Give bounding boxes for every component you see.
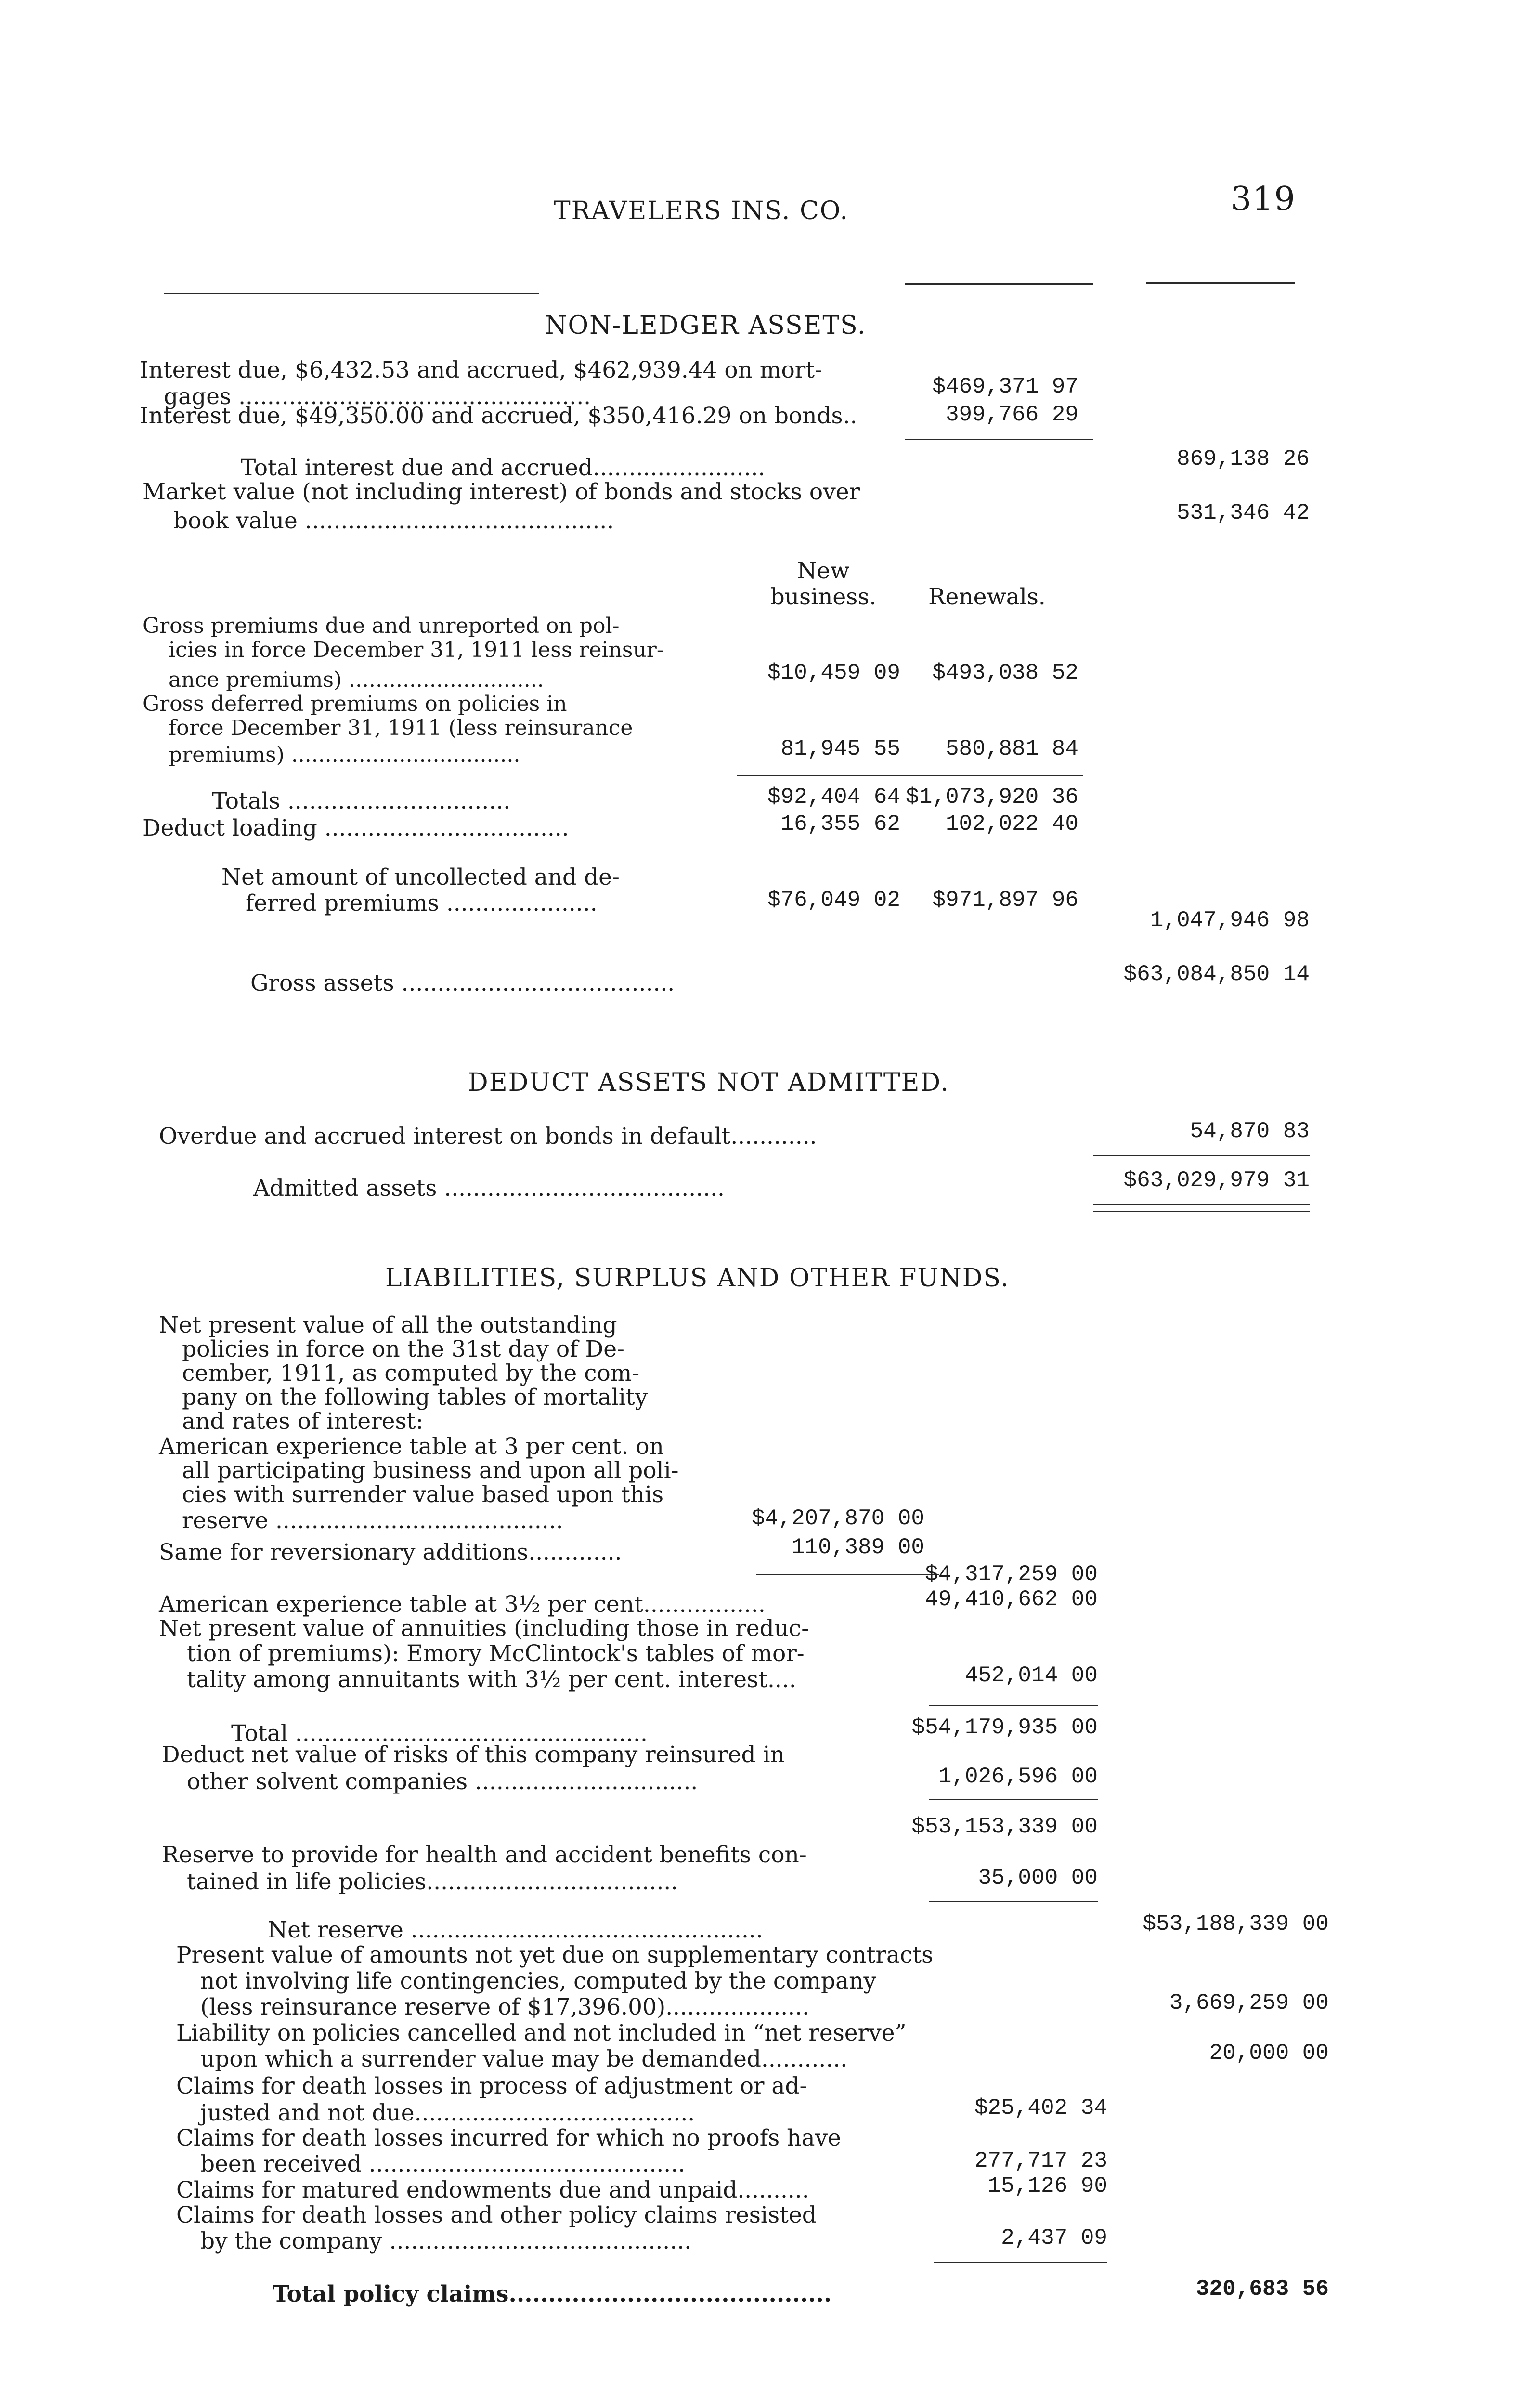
col-header-new-1: New [797, 558, 850, 584]
net-uncollected-renewals: $971,897 96 [932, 888, 1078, 913]
double-rule-bottom [1093, 1211, 1310, 1212]
gross-premiums-new: $10,459 09 [767, 660, 900, 685]
admitted-assets-value: $63,029,979 31 [1123, 1168, 1310, 1193]
gross-assets-line: Gross assets ...................................... [250, 970, 675, 996]
gross-premiums-line2: icies in force December 31, 1911 less reinsur- [169, 638, 664, 662]
rule-reversionary [756, 1574, 939, 1575]
total-interest-line: Total interest due and accrued........................ [241, 455, 766, 481]
total-line: Total ................................................. [231, 1720, 648, 1747]
rule-reserve-health [929, 1901, 1098, 1902]
total-value: $54,179,935 00 [911, 1715, 1098, 1740]
overdue-interest-value: 54,870 83 [1190, 1119, 1310, 1144]
liab-para-line1: Net present value of all the outstanding [159, 1312, 617, 1338]
net-reserve-line: Net reserve ................................................. [268, 1917, 763, 1943]
present-value-line2: not involving life contingencies, computed by the company [200, 1968, 876, 1994]
rule-overdue [1093, 1155, 1310, 1156]
gross-assets-value: $63,084,850 14 [1123, 962, 1310, 987]
am-exp-35-value: 49,410,662 00 [925, 1587, 1098, 1612]
overdue-interest-line: Overdue and accrued interest on bonds in default............ [159, 1123, 817, 1150]
total-policy-claims-line: Total policy claims......................................... [273, 2281, 832, 2307]
interest-mortgages-line1: Interest due, $6,432.53 and accrued, $462,939.44 on mort- [140, 357, 823, 383]
claims-no-proofs-line1: Claims for death losses incurred for which no proofs have [176, 2125, 841, 2151]
am-exp-35-line: American experience table at 3½ per cent................. [159, 1591, 766, 1618]
reserve-health-value: 35,000 00 [978, 1865, 1098, 1890]
deferred-premiums-new: 81,945 55 [780, 736, 900, 761]
net-uncollected-total: 1,047,946 98 [1150, 908, 1310, 933]
reversionary-value: 110,389 00 [791, 1535, 924, 1560]
net-reserve-value: $53,188,339 00 [1143, 1911, 1329, 1937]
not-admitted-heading: DEDUCT ASSETS NOT ADMITTED. [468, 1068, 949, 1097]
totals-new: $92,404 64 [767, 785, 900, 810]
deduct-loading-new: 16,355 62 [780, 811, 900, 837]
top-rule-right [1146, 282, 1295, 284]
gross-premiums-renewals: $493,038 52 [932, 660, 1078, 685]
liab-para-line6: American experience table at 3 per cent. on [159, 1433, 664, 1460]
claims-no-proofs-value: 277,717 23 [974, 2148, 1107, 2173]
present-value-line1: Present value of amounts not yet due on supplementary contracts [176, 1942, 934, 1968]
annuities-line1: Net present value of annuities (including those in reduc- [159, 1615, 809, 1642]
double-rule-top [1093, 1204, 1310, 1205]
rule-claims [934, 2262, 1107, 2263]
liab-para-line8: cies with surrender value based upon this [182, 1481, 664, 1508]
top-rule-left [164, 293, 539, 294]
totals-line: Totals ............................... [212, 788, 511, 814]
interest-mortgages-value: $469,371 97 [932, 374, 1078, 399]
total-interest-value: 869,138 26 [1176, 446, 1310, 471]
present-value-line3: (less reinsurance reserve of $17,396.00).................... [200, 1994, 810, 2020]
claims-resisted-line1: Claims for death losses and other policy claims resisted [176, 2202, 817, 2228]
net-uncollected-line2: ferred premiums ..................... [246, 890, 598, 916]
annuities-value: 452,014 00 [964, 1663, 1098, 1688]
rule-annuities [929, 1705, 1098, 1706]
rule-deduct [929, 1799, 1098, 1800]
liability-cancelled-value: 20,000 00 [1209, 2041, 1329, 2066]
market-value-line1: Market value (not including interest) of bonds and stocks over [143, 479, 860, 505]
market-value-line2: book value ........................................... [173, 508, 614, 534]
present-value-value: 3,669,259 00 [1169, 1990, 1329, 2015]
deferred-premiums-line3: premiums) .................................. [169, 743, 520, 767]
claims-adjustment-line1: Claims for death losses in process of adjustment or ad- [176, 2073, 807, 2099]
claims-adjustment-value: $25,402 34 [974, 2095, 1107, 2120]
liab-para-line5: and rates of interest: [182, 1408, 424, 1435]
deduct-loading-line: Deduct loading .................................. [143, 815, 569, 841]
net-uncollected-new: $76,049 02 [767, 888, 900, 913]
deduct-risks-line2: other solvent companies ............................... [187, 1768, 698, 1795]
liab-para-line2: policies in force on the 31st day of De- [182, 1336, 624, 1362]
top-rule-mid [905, 283, 1093, 285]
reserve-health-line2: tained in life policies................................... [187, 1869, 678, 1895]
liability-cancelled-line2: upon which a surrender value may be demanded............ [200, 2046, 848, 2072]
claims-no-proofs-line2: been received ............................................ [200, 2151, 686, 2177]
interest-mortgages-line2: gages ................................................. [164, 383, 591, 410]
claims-resisted-value: 2,437 09 [1001, 2225, 1107, 2251]
interest-bonds-value: 399,766 29 [945, 402, 1078, 427]
gross-premiums-line3: ance premiums) ............................. [169, 667, 544, 692]
non-ledger-heading: NON-LEDGER ASSETS. [545, 311, 867, 340]
deferred-premiums-line2: force December 31, 1911 (less reinsurance [169, 716, 633, 740]
reversionary-line: Same for reversionary additions............. [159, 1539, 622, 1566]
reserve-value: $4,207,870 00 [752, 1506, 924, 1531]
deduct-risks-value: 1,026,596 00 [938, 1764, 1098, 1789]
rule-interest [905, 439, 1093, 440]
subtotal-2-value: $53,153,339 00 [911, 1814, 1098, 1839]
annuities-line2: tion of premiums): Emory McClintock's tables of mor- [187, 1640, 805, 1667]
rule-premiums [737, 775, 1083, 776]
market-value-value: 531,346 42 [1176, 500, 1310, 525]
liab-para-line7: all participating business and upon all poli- [182, 1457, 679, 1484]
deduct-loading-renewals: 102,022 40 [945, 811, 1078, 837]
deferred-premiums-renewals: 580,881 84 [945, 736, 1078, 761]
col-header-new-2: business. [770, 584, 877, 610]
deduct-risks-line1: Deduct net value of risks of this company reinsured in [162, 1741, 785, 1768]
claims-resisted-line2: by the company .......................................... [200, 2228, 692, 2254]
interest-bonds-line: Interest due, $49,350.00 and accrued, $350,416.29 on bonds.. [140, 403, 857, 429]
col-header-renewals: Renewals. [928, 584, 1046, 610]
liability-cancelled-line1: Liability on policies cancelled and not included in “net reserve” [176, 2020, 907, 2046]
reserve-line: reserve ........................................ [182, 1507, 563, 1534]
total-policy-claims-value: 320,683 56 [1195, 2277, 1329, 2302]
liab-para-line4: pany on the following tables of mortality [182, 1384, 648, 1411]
claims-endowments-value: 15,126 90 [987, 2173, 1107, 2199]
page-number: 319 [1231, 180, 1296, 218]
admitted-assets-line: Admitted assets ....................................... [253, 1175, 725, 1202]
claims-adjustment-line2: justed and not due....................................... [200, 2100, 695, 2126]
liabilities-heading: LIABILITIES, SURPLUS AND OTHER FUNDS. [385, 1264, 1010, 1293]
claims-endowments-line: Claims for matured endowments due and unpaid.......... [176, 2177, 809, 2203]
gross-premiums-line1: Gross premiums due and unreported on pol- [143, 614, 620, 638]
deferred-premiums-line1: Gross deferred premiums on policies in [143, 692, 567, 716]
subtotal-1-value: $4,317,259 00 [925, 1562, 1098, 1587]
reserve-health-line1: Reserve to provide for health and accident benefits con- [162, 1842, 807, 1868]
annuities-line3: tality among annuitants with 3½ per cent. interest.... [187, 1666, 796, 1693]
net-uncollected-line1: Net amount of uncollected and de- [221, 864, 620, 890]
totals-renewals: $1,073,920 36 [906, 785, 1078, 810]
liab-para-line3: cember, 1911, as computed by the com- [182, 1360, 640, 1387]
running-head: TRAVELERS INS. CO. [554, 196, 849, 225]
